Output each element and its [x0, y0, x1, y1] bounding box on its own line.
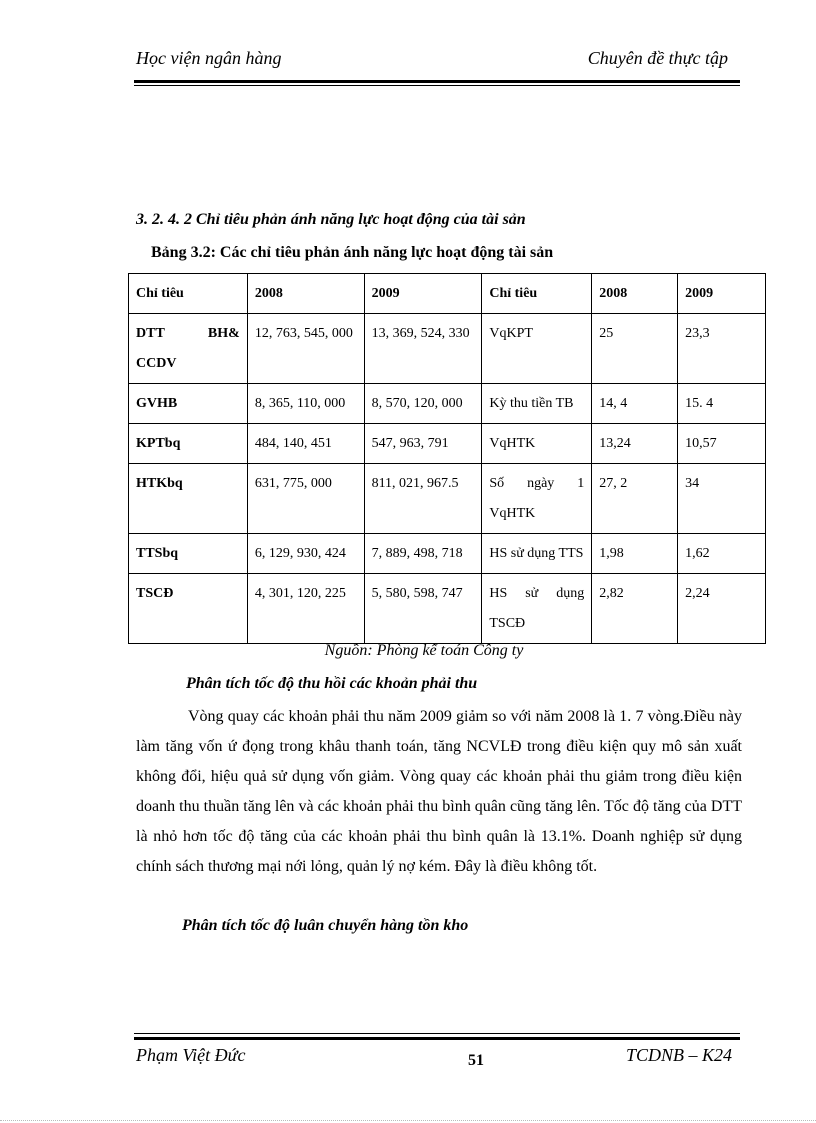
table-header-cell: 2008 [592, 274, 678, 314]
table-header-row [129, 274, 766, 314]
table-cell: 8, 570, 120, 000 [364, 384, 482, 424]
table-cell: 2,82 [592, 574, 678, 644]
table-row [129, 424, 766, 464]
page-number: 51 [468, 1052, 484, 1069]
table-caption: Bảng 3.2: Các chỉ tiêu phản ánh năng lực hoạt động tài sản [151, 244, 554, 261]
page-edge-divider [0, 1120, 816, 1121]
table-cell: 1,62 [678, 534, 766, 574]
table-cell: 4, 301, 120, 225 [247, 574, 364, 644]
table-cell: 1,98 [592, 534, 678, 574]
table-cell: KPTbq [129, 424, 248, 464]
table-row [129, 534, 766, 574]
table-cell: GVHB [129, 384, 248, 424]
table-header-cell: Chỉ tiêu [129, 274, 248, 314]
table-cell: 23,3 [678, 314, 766, 384]
table-cell: 13, 369, 524, 330 [364, 314, 482, 384]
table-cell: VqHTK [482, 424, 592, 464]
table-cell: Kỳ thu tiền TB [482, 384, 592, 424]
footer-class: TCDNB – K24 [625, 1045, 732, 1065]
table-cell: 13,24 [592, 424, 678, 464]
footer-rule-thick [134, 1037, 740, 1040]
body-paragraph: Vòng quay các khoản phải thu năm 2009 giảm so với năm 2008 là 1. 7 vòng.Điều này làm tăng vốn ứ đọng trong khâu thanh toán, tăng NCVLĐ trong điều kiện quy mô sản xuất không đổi, hiệu quả sử dụng vốn giảm. Vòng quay các khoản phải thu giảm trong điều kiện doanh thu thuần tăng lên và các khoản phải thu bình quân cũng tăng lên. Tốc độ tăng của DTT là nhỏ hơn tốc độ tăng của các khoản phải thu bình quân là 13.1%. Doanh nghiệp sử dụng chính sách thương mại nới lỏng, quản lý nợ kém. Đây là điều không tốt. [136, 708, 742, 875]
table-header-cell: 2008 [247, 274, 364, 314]
indicator-table [128, 273, 766, 644]
table-cell: VqKPT [482, 314, 592, 384]
footer-author: Phạm Việt Đức [136, 1045, 246, 1065]
table-cell: HTKbq [129, 464, 248, 534]
table-cell: 631, 775, 000 [247, 464, 364, 534]
table-cell: 6, 129, 930, 424 [247, 534, 364, 574]
table-header-cell: Chỉ tiêu [482, 274, 592, 314]
table-cell: TSCĐ [129, 574, 248, 644]
header-right: Chuyên đề thực tập [587, 48, 728, 68]
table-cell: TTSbq [129, 534, 248, 574]
table-cell: 14, 4 [592, 384, 678, 424]
table-cell: 10,57 [678, 424, 766, 464]
table-cell: 12, 763, 545, 000 [247, 314, 364, 384]
header-rule-thin [134, 85, 740, 86]
header-left: Học viện ngân hàng [136, 48, 282, 68]
table-cell: 484, 140, 451 [247, 424, 364, 464]
table-cell: 34 [678, 464, 766, 534]
table-cell: HS sử dụng TTS [482, 534, 592, 574]
table-header-cell: 2009 [364, 274, 482, 314]
subheading-receivables: Phân tích tốc độ thu hồi các khoản phải thu [186, 675, 478, 692]
table-cell: 15. 4 [678, 384, 766, 424]
header-rule-thick [134, 80, 740, 83]
subheading-inventory: Phân tích tốc độ luân chuyển hàng tồn kho [182, 917, 469, 934]
table-row [129, 464, 766, 534]
table-cell: 5, 580, 598, 747 [364, 574, 482, 644]
table-cell: 811, 021, 967.5 [364, 464, 482, 534]
table-cell: 2,24 [678, 574, 766, 644]
table-cell: 7, 889, 498, 718 [364, 534, 482, 574]
footer-rule-thin [134, 1033, 740, 1034]
table-row [129, 574, 766, 644]
table-row [129, 314, 766, 384]
table-cell: 8, 365, 110, 000 [247, 384, 364, 424]
table-cell: 25 [592, 314, 678, 384]
table-cell: 547, 963, 791 [364, 424, 482, 464]
section-title: 3. 2. 4. 2 Chỉ tiêu phản ánh năng lực hoạt động của tài sản [136, 211, 526, 228]
table-cell: Số ngày 1 VqHTK [482, 464, 592, 534]
table-cell: HS sử dụng TSCĐ [482, 574, 592, 644]
table-header-cell: 2009 [678, 274, 766, 314]
table-source: Nguồn: Phòng kế toán Công ty [324, 642, 524, 659]
table-cell: DTT BH& CCDV [129, 314, 248, 384]
table-row [129, 384, 766, 424]
table-cell: 27, 2 [592, 464, 678, 534]
